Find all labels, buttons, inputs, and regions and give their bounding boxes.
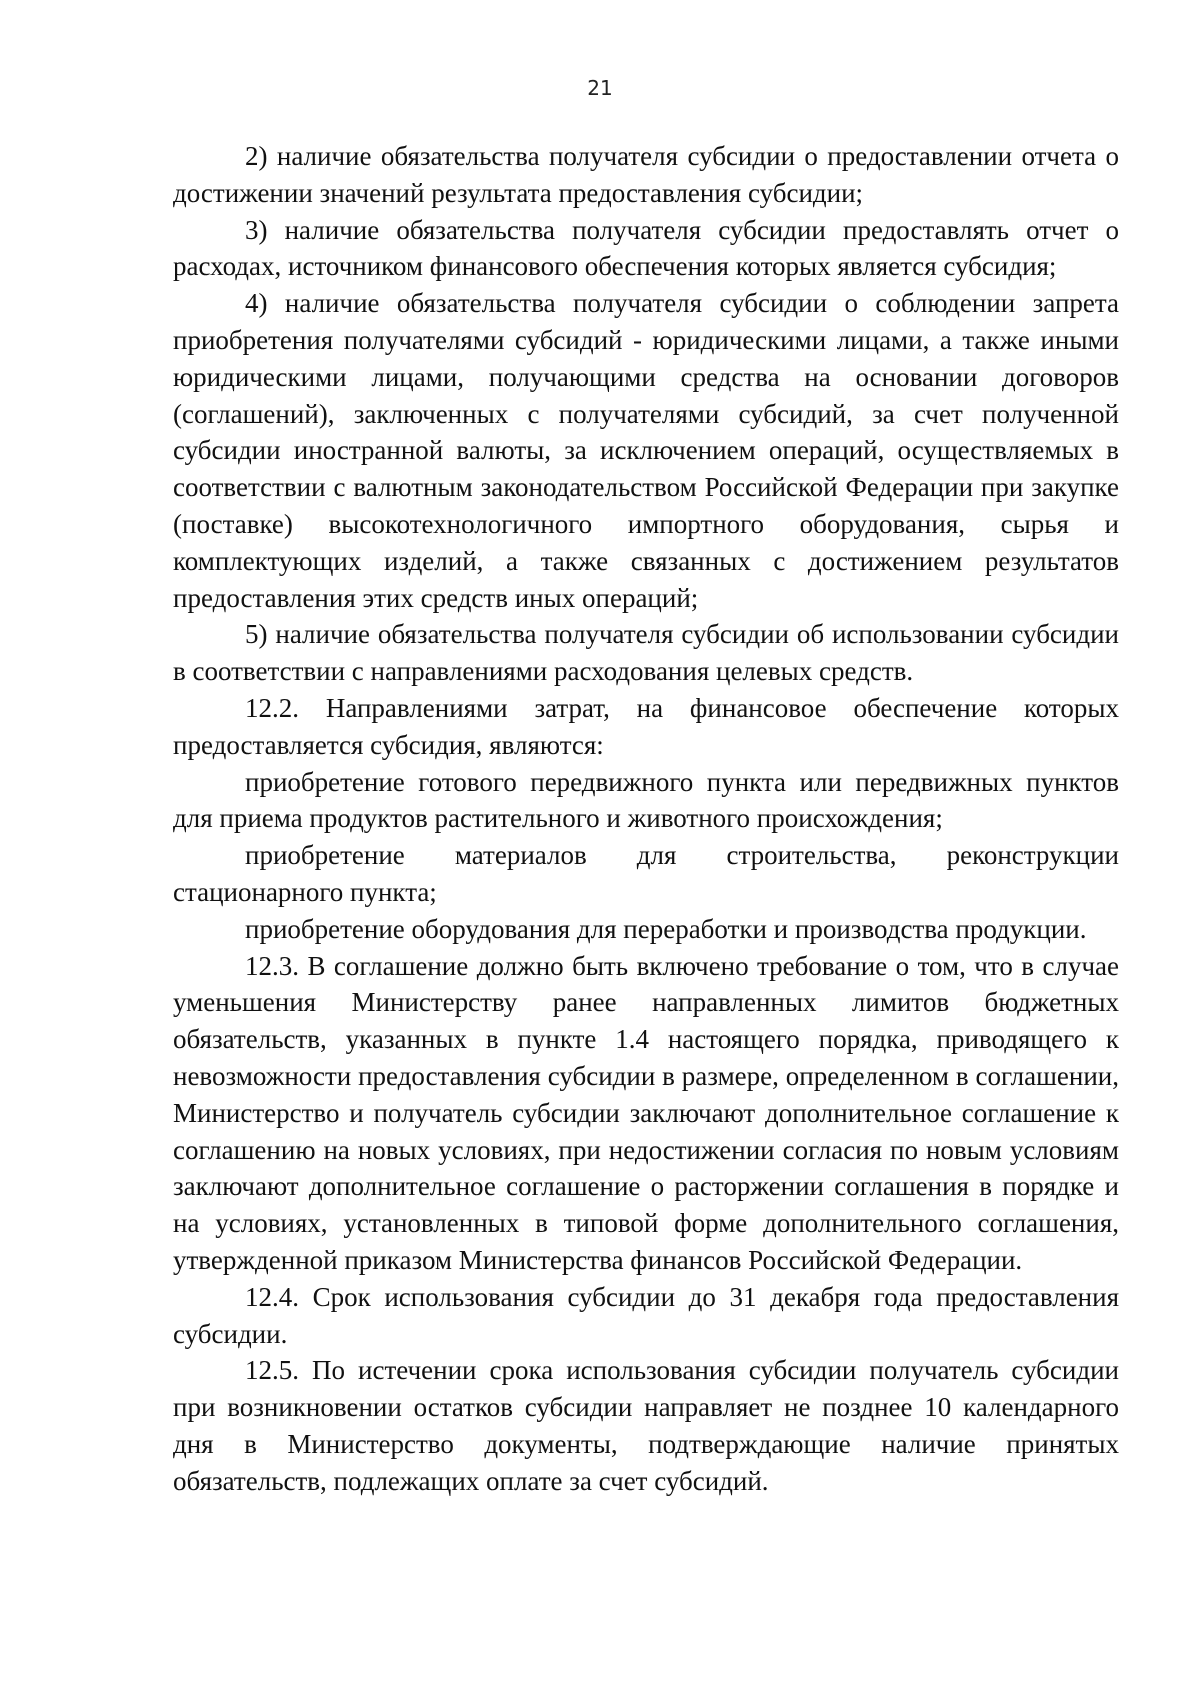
paragraph-2-report-obligation: 2) наличие обязательства получателя субсидии о предоставлении отчета о достижении значений результата предоставления субсидии; (173, 141, 1119, 208)
document-body (173, 138, 1119, 1499)
paragraph-equipment: приобретение оборудования для переработки и производства продукции. (245, 913, 1087, 944)
paragraph-materials: приобретение материалов для строительства, реконструкции стационарного пункта; (173, 840, 1119, 907)
paragraph-12-3-agreement: 12.3. В соглашение должно быть включено требование о том, что в случае уменьшения Министерству ранее направленных лимитов бюджетных обязательств, указанных в пункте 1.4 настоящего порядка, приводящего к невозможности предоставления субсидии в размере, определенном в соглашении, Министерство и получатель субсидии заключают дополнительное соглашение к соглашению на новых условиях, при недостижении согласия по новым условиям заключают дополнительное соглашение о расторжении соглашения в порядке и на условиях, установленных в типовой форме дополнительного соглашения, утвержденной приказом Министерства финансов Российской Федерации. (173, 950, 1119, 1275)
paragraph-12-5-remainders: 12.5. По истечении срока использования субсидии получатель субсидии при возникновении остатков субсидии направляет не позднее 10 календарного дня в Министерство документы, подтверждающие наличие принятых обязательств, подлежащих оплате за счет субсидий. (173, 1355, 1119, 1496)
page-number: 21 (587, 76, 613, 100)
paragraph-12-4-term: 12.4. Срок использования субсидии до 31 декабря года предоставления субсидии. (173, 1281, 1119, 1349)
paragraph-5-target-use: 5) наличие обязательства получателя субсидии об использовании субсидии в соответствии с направлениями расходования целевых средств. (173, 619, 1119, 687)
paragraph-mobile-unit: приобретение готового передвижного пункта или передвижных пунктов для приема продуктов растительного и животного происхождения; (173, 766, 1119, 834)
paragraph-3-expense-report: 3) наличие обязательства получателя субсидии предоставлять отчет о расходах, источником финансового обеспечения которых является субсидия; (173, 214, 1119, 282)
paragraph-12-2-cost-directions: 12.2. Направлениями затрат, на финансовое обеспечение которых предоставляется субсидия, являются: (173, 692, 1119, 760)
paragraph-4-currency-ban: 4) наличие обязательства получателя субсидии о соблюдении запрета приобретения получателями субсидий - юридическими лицами, а также иными юридическими лицами, получающими средства на основании договоров (соглашений), заключенных с получателями субсидий, за счет полученной субсидии иностранной валюты, за исключением операций, осуществляемых в соответствии с валютным законодательством Российской Федерации при закупке (поставке) высокотехнологичного импортного оборудования, сырья и комплектующих изделий, а также связанных с достижением результатов предоставления этих средств иных операций; (173, 288, 1119, 613)
